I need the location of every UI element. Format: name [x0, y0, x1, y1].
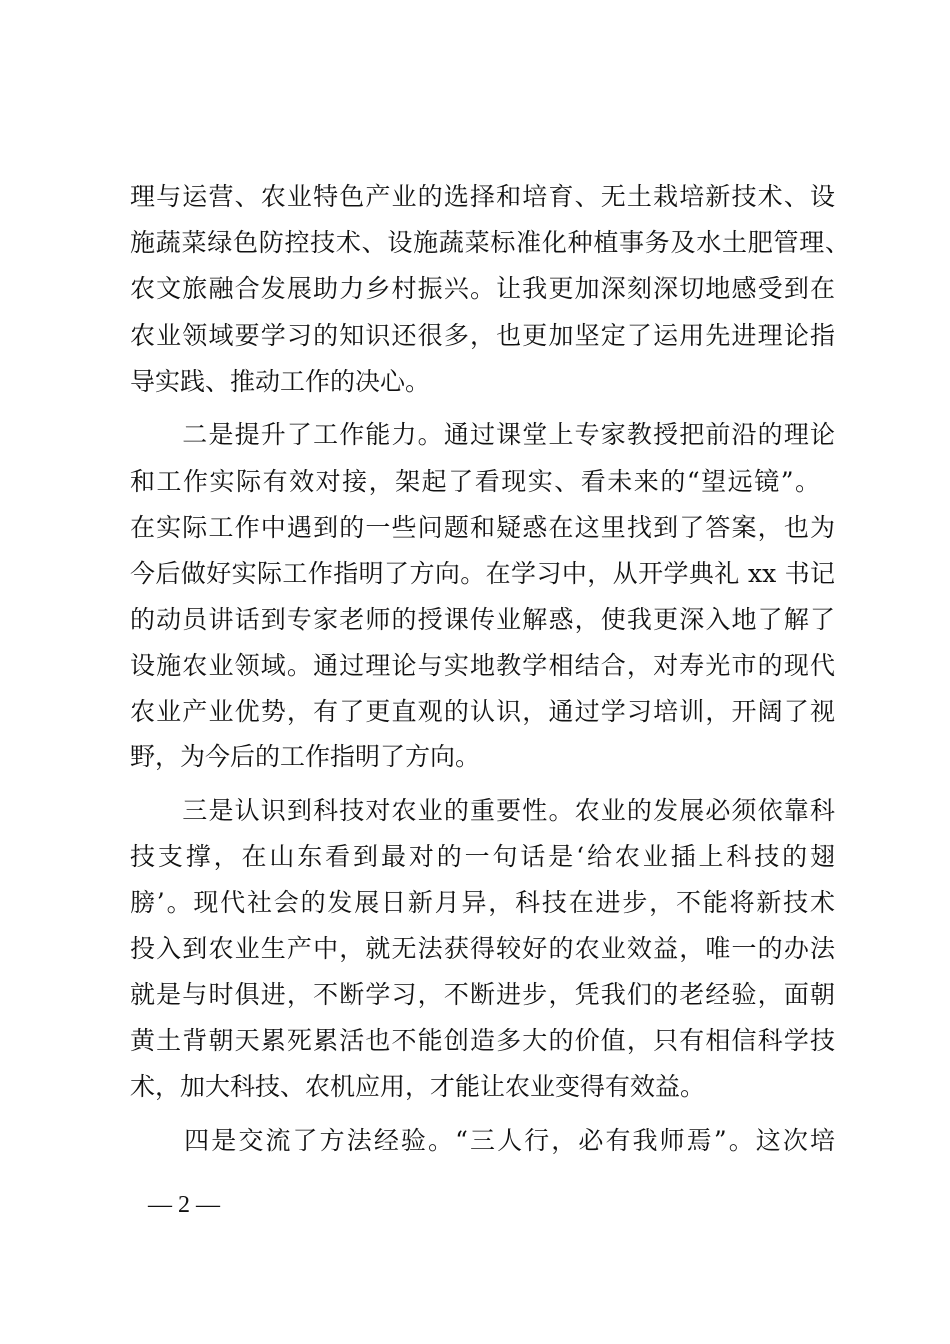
- text-line: 技支撑，在山东看到最对的一句话是‘给农业插上科技的翅: [130, 842, 835, 871]
- text-line: 设施农业领域。通过理论与实地教学相结合，对寿光市的现代: [130, 651, 835, 680]
- paragraph-start-line: 二是提升了工作能力。通过课堂上专家教授把前沿的理论: [130, 420, 835, 449]
- text-line: 术，加大科技、农机应用，才能让农业变得有效益。: [130, 1072, 706, 1101]
- paragraph-start-line: 四是交流了方法经验。“三人行，必有我师焉”。这次培: [130, 1126, 835, 1155]
- text-line: 就是与时俱进，不断学习，不断进步，凭我们的老经验，面朝: [130, 980, 835, 1009]
- text-line: 今后做好实际工作指明了方向。在学习中，从开学典礼 xx 书记: [130, 559, 835, 588]
- page-number: — 2 —: [148, 1192, 220, 1218]
- text-line: 黄土背朝天累死累活也不能创造多大的价值，只有相信科学技: [130, 1026, 835, 1055]
- text-line: 农文旅融合发展助力乡村振兴。让我更加深刻深切地感受到在: [130, 274, 835, 303]
- text-line: 导实践、推动工作的决心。: [130, 367, 431, 396]
- text-line: 在实际工作中遇到的一些问题和疑惑在这里找到了答案，也为: [130, 513, 835, 542]
- text-line: 农业产业优势，有了更直观的认识，通过学习培训，开阔了视: [130, 697, 835, 726]
- text-line: 野，为今后的工作指明了方向。: [130, 742, 481, 771]
- text-line: 的动员讲话到专家老师的授课传业解惑，使我更深入地了解了: [130, 605, 835, 634]
- text-line: 膀’。现代社会的发展日新月异，科技在进步，不能将新技术: [130, 888, 835, 917]
- text-line: 农业领域要学习的知识还很多，也更加坚定了运用先进理论指: [130, 321, 835, 350]
- text-line: 施蔬菜绿色防控技术、设施蔬菜标准化种植事务及水土肥管理、: [130, 228, 850, 257]
- text-line: 投入到农业生产中，就无法获得较好的农业效益，唯一的办法: [130, 934, 835, 963]
- paragraph-start-line: 三是认识到科技对农业的重要性。农业的发展必须依靠科: [130, 796, 835, 825]
- text-line: 和工作实际有效对接，架起了看现实、看未来的“望远镜”。: [130, 467, 820, 496]
- text-line: 理与运营、农业特色产业的选择和培育、无土栽培新技术、设: [130, 182, 835, 211]
